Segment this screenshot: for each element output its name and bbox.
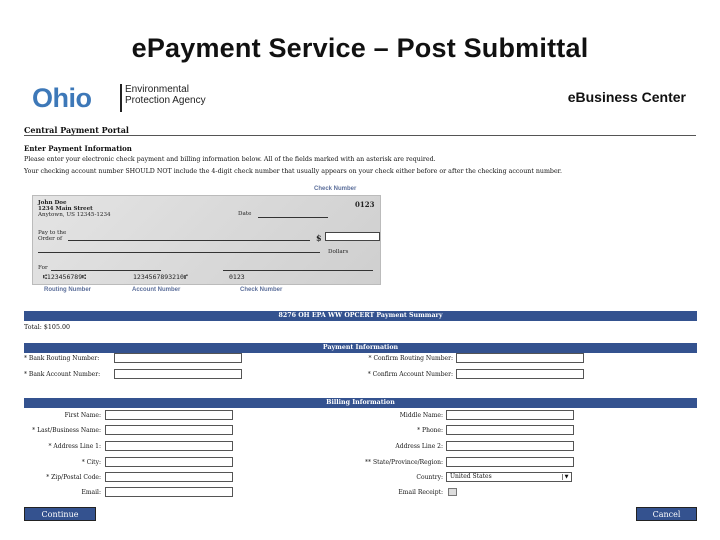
instruction-text: Please enter your electronic check payment and billing information below. All of the fields marked with an asterisk are required. [24,156,436,163]
country-select[interactable] [446,472,572,482]
check-dollars-label: Dollars [328,249,349,255]
phone-input[interactable] [446,425,574,435]
callout-check-number: Check Number [314,186,357,192]
continue-button[interactable]: Continue [24,507,96,521]
summary-bar: 8276 OH EPA WW OPCERT Payment Summary [24,311,697,321]
city-input[interactable] [105,457,233,467]
country-label: Country: [416,474,443,481]
agency-name [125,84,206,106]
email-receipt-checkbox[interactable] [448,488,457,496]
last-name-input[interactable] [105,425,233,435]
confirm-account-label: * Confirm Account Number: [367,371,453,378]
address-line1-label: * Address Line 1: [48,443,101,450]
divider [24,135,696,136]
email-label: Email: [81,489,101,496]
check-micr-account: 1234567893210⑈ [133,273,188,281]
callout-routing-number: Routing Number [44,287,91,293]
account-number-input[interactable] [114,369,242,379]
portal-title: Central Payment Portal [24,125,129,135]
billing-info-bar: Billing Information [24,398,697,408]
check-order-of: Order of [38,236,63,242]
email-input[interactable] [105,487,233,497]
account-number-label: * Bank Account Number: [24,371,101,378]
slide-title: ePayment Service – Post Submittal [131,33,589,63]
check-date-label: Date [238,211,252,217]
check-street: 1234 Main Street [38,206,93,212]
chevron-down-icon[interactable]: ▼ [562,474,570,480]
check-for-label: For [38,265,48,271]
check-pay-to: Pay to the [38,230,67,236]
confirm-account-input[interactable] [456,369,584,379]
state-input[interactable] [446,457,574,467]
check-number: 0123 [355,200,375,209]
last-name-label: * Last/Business Name: [32,427,101,434]
middle-name-label: Middle Name: [399,412,443,419]
total-amount: Total: $105.00 [24,324,70,331]
address-line2-label: Address Line 2: [395,443,443,450]
callout-check-number-bottom: Check Number [240,287,283,293]
check-dollar-sign: $ [316,233,322,243]
check-date-line [258,217,328,218]
phone-label: * Phone: [417,427,443,434]
ohio-logo: Ohio [32,83,92,113]
agency-name-line1: Environmental [125,84,189,95]
address-line2-input[interactable] [446,441,574,451]
check-city: Anytown, US 12345-1234 [38,212,111,218]
confirm-routing-label: * Confirm Routing Number: [368,355,453,362]
payment-info-bar: Payment Information [24,343,697,353]
check-memo-line [51,270,161,271]
check-micr-check: 0123 [229,273,245,281]
first-name-input[interactable] [105,410,233,420]
callout-account-number: Account Number [132,287,181,293]
check-signature-line [223,270,373,271]
sample-check-image [32,195,381,285]
section-title: Enter Payment Information [24,144,132,153]
check-amount-line [38,252,320,253]
cancel-button[interactable]: Cancel [636,507,697,521]
routing-number-input[interactable] [114,353,242,363]
agency-name-line2: Protection Agency [125,95,206,106]
city-label: * City: [81,459,101,466]
email-receipt-label: Email Receipt: [398,489,443,496]
first-name-label: First Name: [64,412,101,419]
middle-name-input[interactable] [446,410,574,420]
logo-divider [120,84,122,112]
check-micr-routing: ⑆123456789⑆ [43,273,87,281]
check-name: John Doe [38,200,67,206]
address-line1-input[interactable] [105,441,233,451]
instruction-text: Your checking account number SHOULD NOT include the 4-digit check number that usually appears on your check either before or after the checking account number. [24,168,563,175]
routing-number-label: * Bank Routing Number: [24,355,100,362]
zip-input[interactable] [105,472,233,482]
state-label: ** State/Province/Region: [365,459,443,466]
check-payee-line [68,240,310,241]
zip-label: * Zip/Postal Code: [46,474,101,481]
confirm-routing-input[interactable] [456,353,584,363]
country-select-value: United States [450,473,492,480]
check-amount-box [325,232,380,241]
ebusiness-center-title: eBusiness Center [567,89,686,105]
